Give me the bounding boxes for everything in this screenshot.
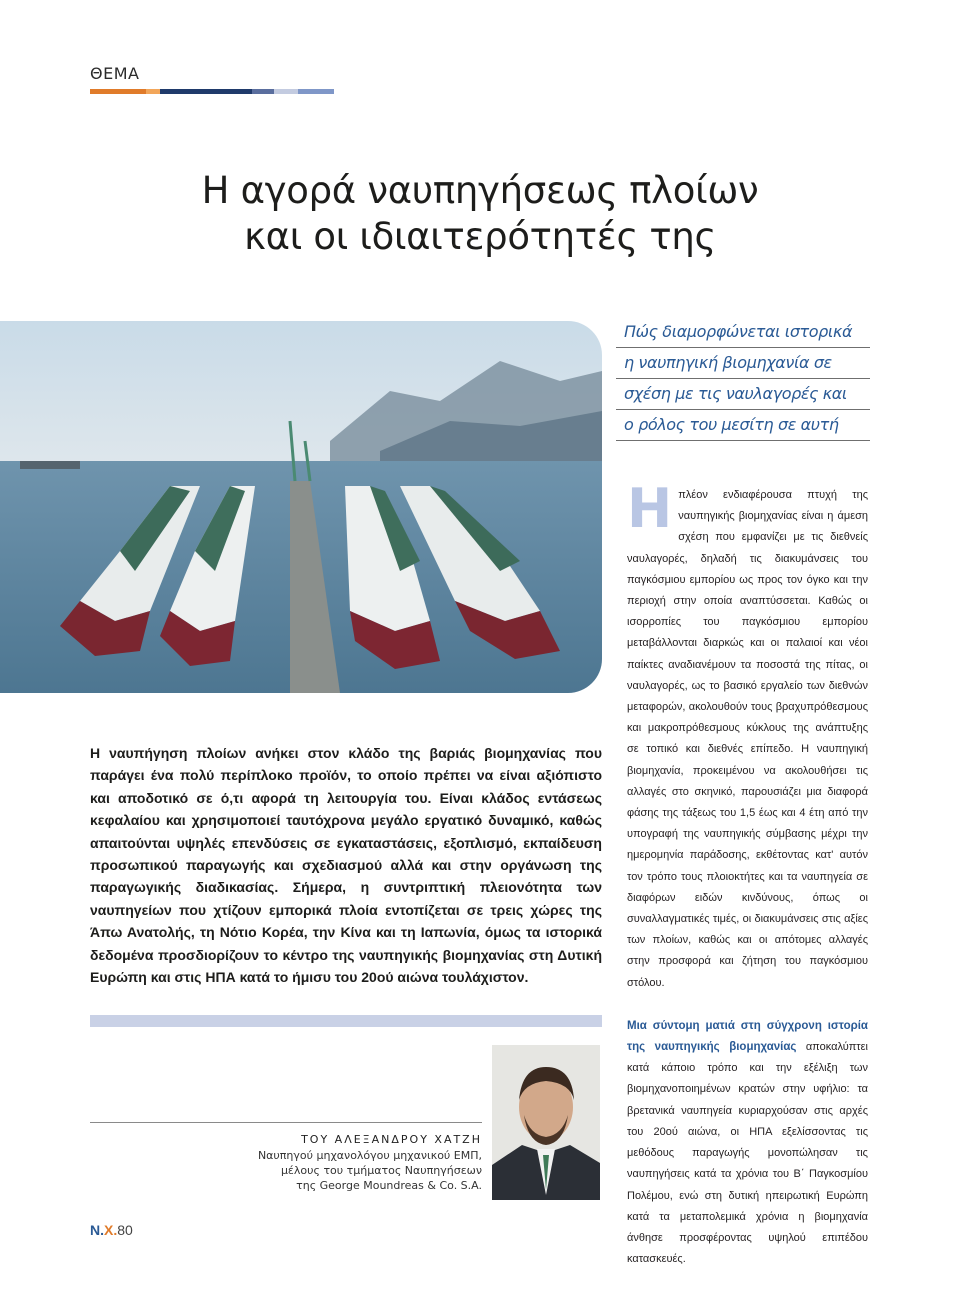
body-text: αποκαλύπτει κατά κάποιο τρόπο και την εξέλιξη των βιομηχανοποιημένων κρατών στην υφήλιο: τα βρετανικά ναυπηγεία κυριαρχούσαν στις αρχές του 20ού αιώνα, οι ΗΠΑ εξελίσσοντας τις μεθόδους παραγωγής μονοπώλησαν τις ναυπηγήσεις κατά τα χρόνια του Β΄ Παγκοσμίου Πολέμου, ενώ στη δυτική ηπειρωτική Ευρώπη κατά τα μεταπολεμικά χρόνια η βιομηχανία άνθησε προσφέροντας υψηλού επιπέδου κατασκευές. <box>627 1041 868 1266</box>
rule-segment <box>90 89 146 94</box>
pull-quote-line: ο ρόλος του μεσίτη σε αυτή <box>616 410 870 441</box>
page-number: 80 <box>117 1222 133 1238</box>
rule-segment <box>298 89 334 94</box>
author-role-line: μέλους του τμήματος Ναυπηγήσεων <box>280 1164 482 1177</box>
byline-divider <box>90 1122 482 1123</box>
rule-segment <box>274 89 298 94</box>
rule-segment <box>146 89 160 94</box>
body-paragraph <box>627 1016 868 1270</box>
body-column <box>627 477 868 1270</box>
rule-segment <box>252 89 274 94</box>
article-title <box>60 168 900 260</box>
page-folio <box>90 1222 133 1238</box>
body-text: πλέον ενδιαφέρουσα πτυχή της ναυπηγικής βιομηχανίας είναι η άμεση σχέση που εμφανίζει με τις διεθνείς ναυλαγορές, δηλαδή τις διακυμάνσεις του παγκόσμιου εμπορίου ως προς τον όγκο και την περιοχή στην οποία αναπτύσσεται. Καθώς οι ισορροπίες του παγκόσμιου εμπορίου μεταβάλλονται διαρκώς και οι παλαιοί και νέοι παίκτες αναδιανέμουν τα ποσοστά της πίτας, οι ναυλαγορές, ως το βασικό εργαλείο των διεθνών μεταφορών, ακολουθούν τους βραχυπρόθεσμους και μακροπρόθεσμους κύκλους της ανάπτυξης σε τοπικό και διεθνές επίπεδο. Η ναυπηγική βιομηχανία, προκειμένου να ακολουθήσει τις αλλαγές στο σκηνικό, παρουσιάζει μια διαφορά φάσης της τάξεως του 1,5 έως και 4 έτη από την υπογραφή της ναυπηγικής σύμβασης μέχρι την ημερομηνία παράδοσης, εκθέτοντας κατ' αυτόν τον τρόπο τους πλοιοκτήτες και τα ναυπηγεία σε διαφόρων ειδών κινδύνους, όπως οι συναλλαγματικές τιμές, οι διακυμάνσεις στις αξίες των πλοίων, καθώς και οι απότομες αλλαγές στην προσφορά και ζήτηση του παγκόσμιου στόλου. <box>627 489 868 989</box>
author-photo <box>492 1045 600 1200</box>
pull-quote-line: σχέση με τις ναυλαγορές και <box>616 379 870 410</box>
pull-quote-line: Πώς διαμορφώνεται ιστορικά <box>616 317 870 348</box>
author-role-line: της George Moundreas & Co. S.A. <box>296 1179 482 1192</box>
subhead-highlight: Μια σύντομη ματιά στη σύγχρονη ιστορία της ναυπηγικής βιομηχανίας <box>627 1019 868 1054</box>
pull-quote <box>616 317 870 441</box>
author-name: ΤΟΥ ΑΛΕΞΑΝΔΡΟΥ ΧΑΤΖΗ <box>301 1133 482 1146</box>
lead-underline-bar <box>90 1015 602 1027</box>
pull-quote-line: η ναυπηγική βιομηχανία σε <box>616 348 870 379</box>
folio-x: Χ. <box>104 1222 118 1238</box>
lead-paragraph: Η ναυπήγηση πλοίων ανήκει στον κλάδο της βαριάς βιομηχανίας που παράγει ένα πολύ περίπλοκο προϊόν, το οποίο πρέπει να είναι αξιόπιστο και αποδοτικό σε ό,τι αφορά τη λειτουργία του. Είναι κλάδος εντάσεως κεφαλαίου και χρησιμοποιεί ταυτόχρονα μεγάλο εργατικό δυναμικό, καθώς απαιτούνται υψηλές επενδύσεις σε εγκαταστάσεις, εξοπλισμό, εκπαίδευση προσωπικού παραγωγής και σχεδιασμού αλλά και στην οργάνωση της παραγωγικής διαδικασίας. Σήμερα, η συντριπτική πλειονότητα των ναυπηγείων που χτίζουν εμπορικά πλοία εντοπίζεται σε τρεις χώρες της Άπω Ανατολής, τη Νότιο Κορέα, την Κίνα και τη Ιαπωνία, όμως τα ιστορικά δεδομένα προσδιορίζουν το κέντρο της ναυπηγικής βιομηχανίας στη Δυτική Ευρώπη και στις ΗΠΑ κατά το ήμισυ του 20ού αιώνα τουλάχιστον. <box>90 745 602 986</box>
title-line-2: και οι ιδιαιτερότητές της <box>244 215 716 258</box>
folio-n: Ν. <box>90 1222 104 1238</box>
section-color-rule <box>90 89 334 94</box>
title-line-1: Η αγορά ναυπηγήσεως πλοίων <box>201 169 759 212</box>
ships-photo <box>0 321 602 693</box>
section-label: ΘΕΜΑ <box>90 64 140 83</box>
rule-segment <box>160 89 252 94</box>
author-byline <box>90 1122 482 1193</box>
body-paragraph <box>627 477 868 994</box>
author-role <box>90 1148 482 1193</box>
drop-cap: Η <box>627 477 673 540</box>
author-role-line: Ναυπηγού μηχανολόγου μηχανικού ΕΜΠ, <box>257 1149 482 1162</box>
